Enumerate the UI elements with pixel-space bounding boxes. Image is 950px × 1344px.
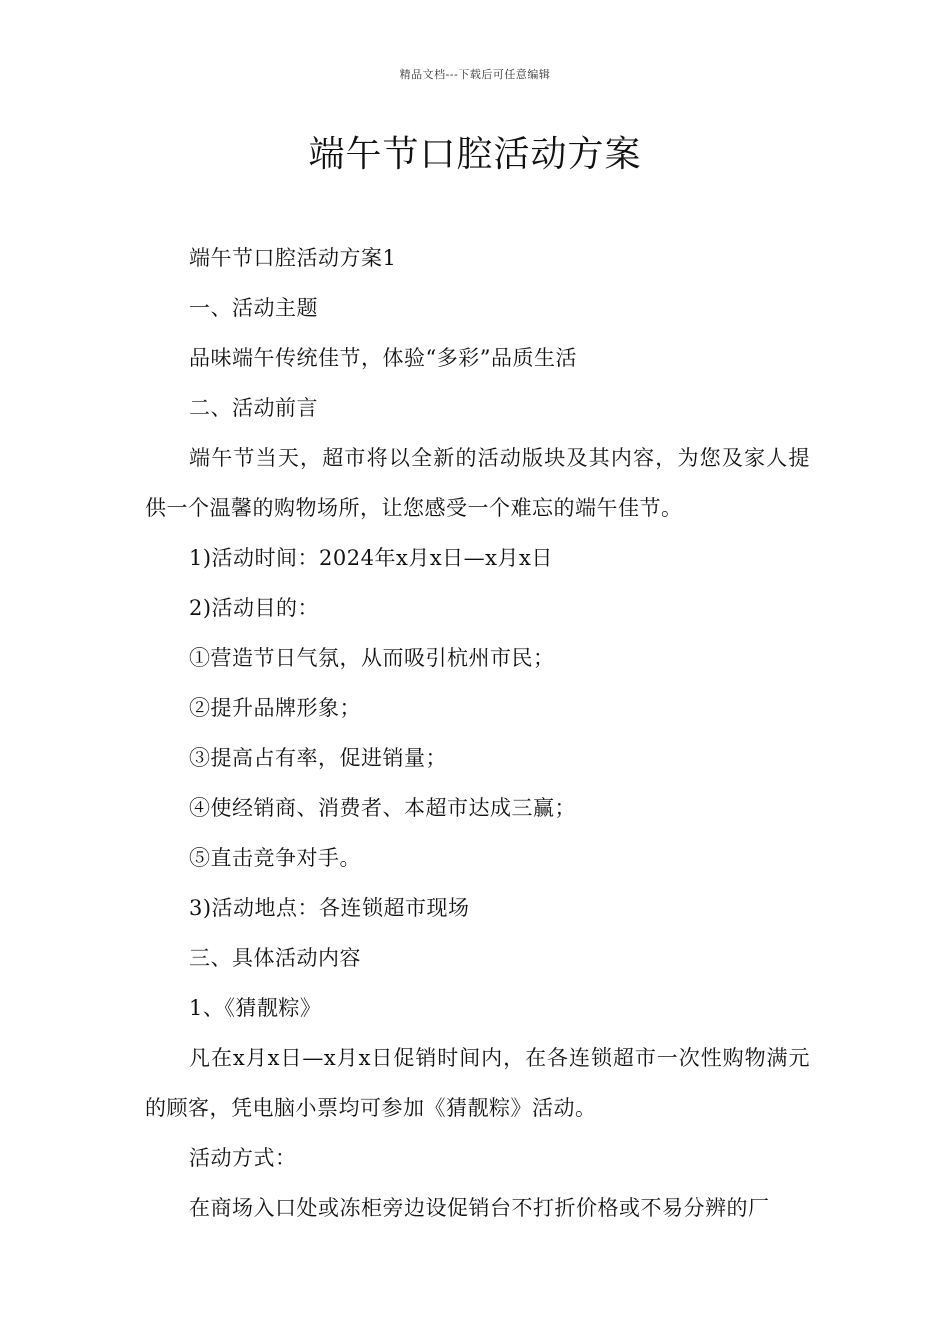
- paragraph: 凡在x月x日—x月x日促销时间内，在各连锁超市一次性购物满元的顾客，凭电脑小票均可参加《猜靓粽》活动。: [145, 1046, 810, 1120]
- paragraph: 端午节当天，超市将以全新的活动版块及其内容，为您及家人提供一个温馨的购物场所，让您感受一个难忘的端午佳节。: [145, 446, 810, 520]
- paragraph: 在商场入口处或冻柜旁边设促销台不打折价格或不易分辨的厂: [189, 1196, 770, 1220]
- paragraph: 品味端午传统佳节，体验“多彩”品质生活: [189, 346, 577, 370]
- paragraph: 活动方式：: [189, 1146, 297, 1170]
- section-heading: 三、具体活动内容: [189, 946, 361, 970]
- list-item: ③提高占有率，促进销量；: [189, 746, 447, 770]
- list-item: ②提升品牌形象；: [189, 696, 361, 720]
- list-item: ①营造节日气氛，从而吸引杭州市民；: [189, 646, 555, 670]
- section-heading: 一、活动主题: [189, 296, 318, 320]
- subsection-heading: 1、《猜靓粽》: [189, 996, 322, 1020]
- header-note: 精品文档---下载后可任意编辑: [399, 68, 551, 81]
- document-body: [145, 233, 810, 1233]
- list-item: 1)活动时间：2024年x月x日—x月x日: [189, 546, 553, 570]
- list-item: ④使经销商、消费者、本超市达成三赢；: [189, 796, 576, 820]
- list-item: 2)活动目的：: [189, 596, 320, 620]
- list-item: ⑤直击竞争对手。: [189, 846, 361, 870]
- section-heading: 二、活动前言: [189, 396, 318, 420]
- document-title: 端午节口腔活动方案: [308, 134, 642, 175]
- paragraph: 端午节口腔活动方案1: [189, 246, 397, 270]
- list-item: 3)活动地点：各连锁超市现场: [189, 896, 470, 920]
